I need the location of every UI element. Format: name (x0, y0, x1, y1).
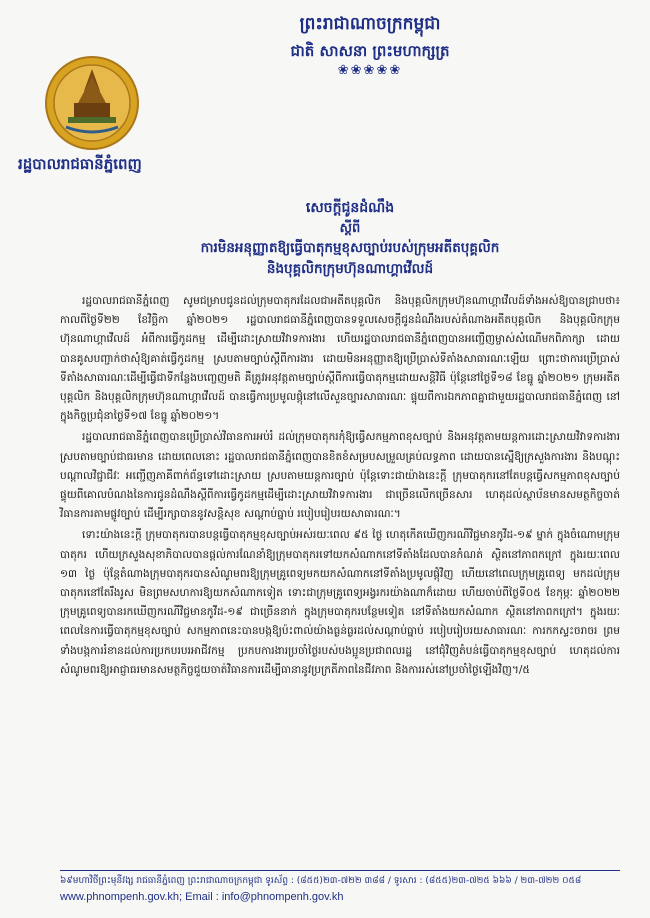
body-paragraph: រដ្ឋបាលរាជធានីភ្នំពេញ សូមជម្រាបជូនដល់ក្រុមបាតុករដែលជាអតីតបុគ្គលិក និងបុគ្គលិកក្រុមហ៊ុនណាហ្គាវើលដ៍ទាំងអស់ឱ្យបានជ្រាបថា៖ កាលពីថ្ងៃទី២២ ខែវិច្ឆិកា ឆ្នាំ២០២១ រដ្ឋបាលរាជធានីភ្នំពេញបានទទួលសេចក្តីជូនដំណឹងរបស់តំណាងអតីតបុគ្គលិក និងបុគ្គលិកក្រុមហ៊ុនណាហ្គាវើលដ៍ អំពីការធ្វើកូដកម្ម ដើម្បីដោះស្រាយវិវាទការងារ ហើយរដ្ឋបាលរាជធានីភ្នំពេញបានអញ្ជើញម្ចាស់សំណើមកពិភាក្សា ដោយបានគូសបញ្ជាក់ថាសុំឱ្យគាត់ធ្វើកូដកម្ម ស្របតាមច្បាប់ស្តីពីការងារ ដោយមិនអនុញ្ញាតឱ្យប្រើប្រាស់ទីតាំងសាធារណៈឡើយ ព្រោះថាការប្រើប្រាស់ទីតាំងសាធារណៈដើម្បីធ្វើជាទីកន្លែងបញ្ចេញមតិ គឺត្រូវអនុវត្តតាមច្បាប់ស្តីពីការធ្វើបាតុកម្មដោយសន្តិវិធី ប៉ុន្តែនៅថ្ងៃទី១៨ ខែធ្នូ ឆ្នាំ២០២១ ក្រុមអតីតបុគ្គលិក និងបុគ្គលិកក្រុមហ៊ុនណាហ្គាវើលដ៍ បានធ្វើការប្រមូលផ្តុំនៅលើសួនច្បារសាធារណៈ ផ្ទុយពីការឯកភាពគ្នាជាមួយរដ្ឋបាលរាជធានីភ្នំពេញ នៅក្នុងកិច្ចប្រជុំនាថ្ងៃទី១៧ ខែធ្នូ ឆ្នាំ២០២១។ (60, 295, 620, 423)
body-paragraph: ទោះយ៉ាងនេះក្តី ក្រុមបាតុករបានបន្តធ្វើបាតុកម្មខុសច្បាប់អស់រយៈពេល ៩៥ ថ្ងៃ ហេតុកើតឃើញករណីវិជ្ជមានកូវីដ-១៩ ម្នាក់ ក្នុងចំណោមក្រុមបាតុករ ហើយក្រសួងសុខាភិបាលបានផ្តល់ការណែនាំឱ្យក្រុមបាតុករទៅយកសំណាកនៅទីតាំងដែលបានកំណត់ ស្ថិតនៅភាពកក្រៅ ក្នុងរយៈពេល ១៣ ថ្ងៃ ប៉ុន្តែតំណាងក្រុមបាតុករបានសំណូមពរឱ្យក្រុមគ្រូពេទ្យមកយកសំណាកនៅទីតាំងប្រមូលផ្តុំវិញ ហើយនៅពេលក្រុមគ្រូពេទ្យ មកដល់ក្រុមបាតុករនៅតែរឹងរូស មិនព្រមសហការឱ្យយកសំណាកទៀត ទោះជាក្រុមគ្រូពេទ្យអង្វរករយ៉ាងណាក៏ដោយ ហើយចាប់ពីថ្ងៃទី០៥ ខែកុម្ភៈ ឆ្នាំ២០២២ ក្រុមគ្រូពេទ្យបានរកឃើញករណីវិជ្ជមានកូវីដ-១៩ ជាច្រើននាក់ ក្នុងក្រុមបាតុករបន្ថែមទៀត នៅទីតាំងយកសំណាក ស្ថិតនៅភាពកក្រៅ។ ក្នុងរយៈពេលនៃការធ្វើបាតុកម្មខុសច្បាប់ សកម្មភាពនេះបានបង្កឱ្យប៉ះពាល់យ៉ាងធ្ងន់ធ្ងរដល់សណ្តាប់ធ្នាប់ របៀបរៀបរយសាធារណៈ ការកកស្ទះចរាចរ ព្រមទាំងបង្កការរំខានដល់ការប្រកបរបរអាជីវកម្ម ប្រកបការងារប្រចាំថ្ងៃរបស់បងប្អូនប្រជាពលរដ្ឋ នៅជុំវិញតំបន់ធ្វើបាតុកម្មខុសច្បាប់ ហេតុដល់ការសំណូមពរឱ្យអាជ្ញាធរមានសមត្ថកិច្ចជួយចាត់វិធានការដើម្បីធានានូវប្រក្រតីភាពនៃជីវភាព និងការរស់នៅប្រចាំថ្ងៃឡើងវិញ។/៥ (60, 529, 620, 676)
national-motto: ជាតិ សាសនា ព្រះមហាក្សត្រ (290, 42, 450, 60)
issuing-agency: រដ្ឋបាលរាជធានីភ្នំពេញ (18, 155, 142, 173)
footer-address: ៦៩មហាវិថីព្រះមុនីវង្ស រាជធានីភ្នំពេញ ព្រះរាជាណាចក្រកម្ពុជា ទូរស័ព្ទ : (៨៥៥)២៣-៧២២ ៣៨៨ / ទូរសារ : (៨៥៥)២៣-៧២៥ ៦៦៦ / ២៣-៧២២ ០៥៨ (60, 876, 582, 886)
body-paragraph: រដ្ឋបាលរាជធានីភ្នំពេញបានប្រើប្រាស់វិធានការអប់រំ ដល់ក្រុមបាតុករកុំឱ្យធ្វើសកម្មភាពខុសច្បាប់ និងអនុវត្តតាមយន្តការដោះស្រាយវិវាទការងារ ស្របតាមច្បាប់ជាធរមាន ដោយពេលនោះ រដ្ឋបាលរាជធានីភ្នំពេញបានខិតខំសម្របសម្រួលគ្រប់លទ្ធភាព ដោយបានស្នើឱ្យក្រសួងការងារ និងបណ្តុះបណ្តាលវិជ្ជាជីវៈ អញ្ជើញភាគីពាក់ព័ន្ធទៅដោះស្រាយ ស្របតាមយន្តការច្បាប់ ប៉ុន្តែទោះជាយ៉ាងនេះក្តី ក្រុមបាតុករនៅតែបន្តធ្វើសកម្មភាពខុសច្បាប់ ផ្ទុយពីគោលបំណងនៃការជូនដំណឹងស្តីពីការធ្វើកូដកម្មដើម្បីដោះស្រាយវិវាទការងារ ជាច្រើនលើកច្រើនសារ ហេតុដល់ស្ថាប័នមានសមត្ថកិច្ចចាត់វិធានការតាមផ្លូវច្បាប់ ដើម្បីរក្សាបាននូវសន្តិសុខ សណ្តាប់ធ្នាប់ របៀបរៀបរយសាធារណៈ។ (60, 431, 620, 521)
notice-subject-line-2: និងបុគ្គលិកក្រុមហ៊ុនណាហ្គាវើលដ៍ (266, 261, 434, 277)
website-link[interactable]: www.phnompenh.gov.kh; (60, 891, 183, 903)
footer-contact (60, 889, 620, 905)
letterhead-kingdom (150, 12, 590, 78)
notice-heading: សេចក្តីជូនដំណឹង (305, 200, 395, 216)
ornament-divider: ❀❀❀❀❀ (337, 63, 403, 78)
email-link[interactable]: Email : info@phnompenh.gov.kh (185, 891, 344, 903)
footer (60, 873, 620, 905)
notice-regarding: ស្តីពី (339, 221, 361, 236)
footer-divider (60, 870, 620, 871)
notice-title-block (150, 198, 550, 280)
notice-subject-line-1: ការមិនអនុញ្ញាតឱ្យធ្វើបាតុកម្មខុសច្បាប់របស់ក្រុមអតីតបុគ្គលិក (200, 240, 500, 256)
kingdom-name: ព្រះរាជាណាចក្រកម្ពុជា (299, 14, 441, 34)
phnom-penh-seal-logo (44, 55, 140, 151)
notice-body (60, 292, 620, 682)
